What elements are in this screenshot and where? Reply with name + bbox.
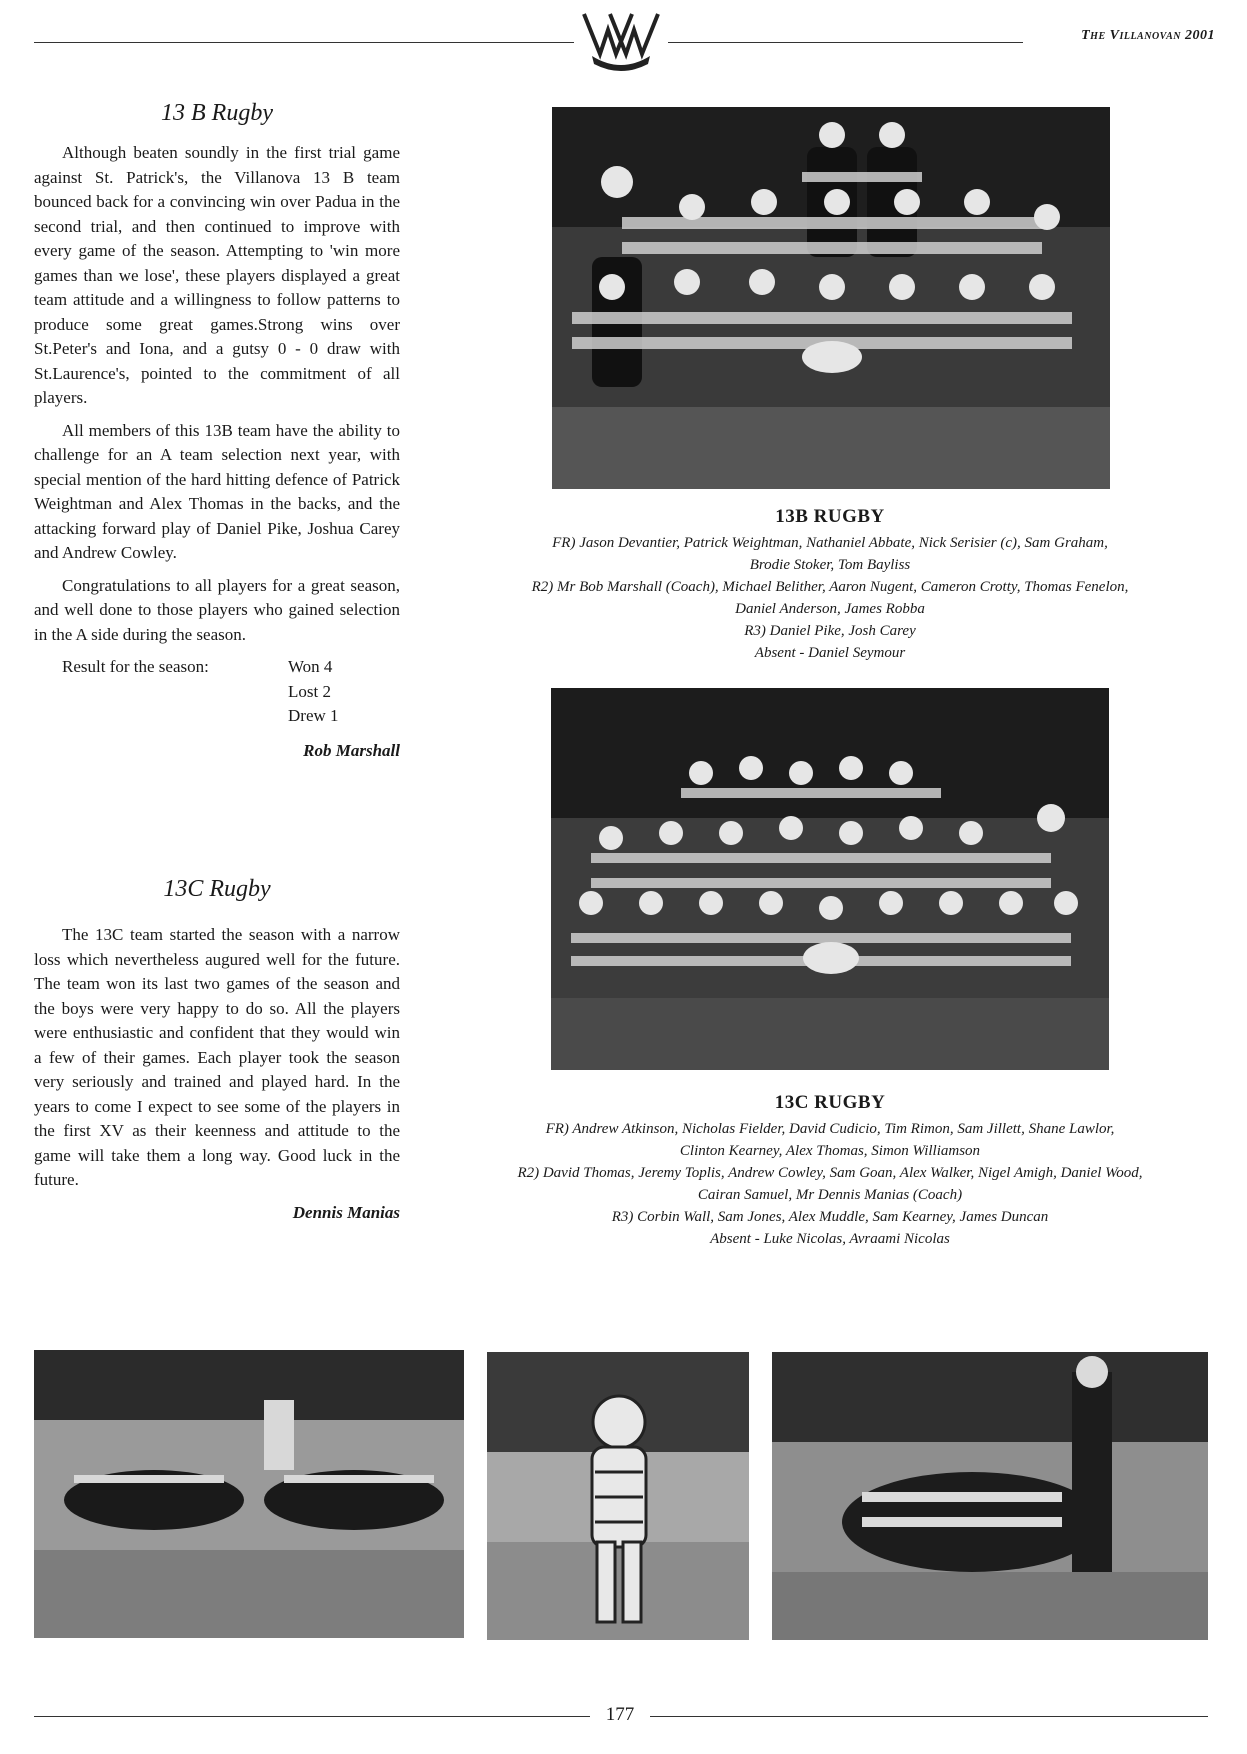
result-lost: Lost 2 [288, 681, 331, 701]
scrum-photo-left [34, 1350, 464, 1638]
caption-13b-line: R3) Daniel Pike, Josh Carey [744, 623, 916, 639]
mascot-photo [487, 1352, 749, 1640]
para-13c-1: The 13C team started the season with a narrow loss which nevertheless augured well for the future. The team won its last two games of the season and the boys were very happy to do so. All the players were enthusiastic and confident that they would win a few of their games. Each player took the season very seriously and trained and played hard. In the years to come I expect to see some of the players in the first XV as their keenness and attitude to the game will take them a long way. Good luck in the future. [34, 925, 400, 1189]
result-won: Won 4 [288, 657, 333, 676]
team-photo-13b [552, 107, 1110, 489]
article-13c [34, 876, 400, 1223]
article-13b [34, 100, 400, 761]
result-values [288, 655, 339, 729]
caption-13b-line: Absent - Daniel Seymour [754, 645, 906, 661]
caption-13c-title: 13C RUGBY [774, 1092, 886, 1113]
caption-13c-line: R2) David Thomas, Jeremy Toplis, Andrew Cowley, Sam Goan, Alex Walker, Nigel Amigh, Daniel Wood, [517, 1165, 1143, 1181]
heading-13c: 13C Rugby [163, 876, 271, 902]
caption-13c-line: Clinton Kearney, Alex Thomas, Simon Williamson [679, 1143, 981, 1159]
caption-13b [440, 506, 1220, 664]
caption-13b-line: R2) Mr Bob Marshall (Coach), Michael Belither, Aaron Nugent, Cameron Crotty, Thomas Fenelon, [531, 579, 1129, 595]
caption-13b-title: 13B RUGBY [775, 506, 885, 527]
caption-13c-line: FR) Andrew Atkinson, Nicholas Fielder, David Cudicio, Tim Rimon, Sam Jillett, Shane Lawlor, [545, 1121, 1115, 1137]
ruck-photo-right [772, 1352, 1208, 1640]
signature-13b: Rob Marshall [303, 740, 400, 760]
para-13b-2: All members of this 13B team have the ability to challenge for an A team selection next year, with special mention of the hard hitting defence of Patrick Weightman and Alex Thomas in the backs, and the attacking forward play of Daniel Pike, Joshua Carey and Andrew Cowley. [34, 420, 400, 562]
header-rule-left [34, 42, 574, 43]
season-results [34, 655, 400, 729]
header-rule-right [668, 42, 1023, 43]
result-label: Result for the season: [62, 657, 209, 676]
result-drew: Drew 1 [288, 706, 339, 725]
caption-13c-line: R3) Corbin Wall, Sam Jones, Alex Muddle, Sam Kearney, James Duncan [611, 1209, 1049, 1225]
caption-13b-line: FR) Jason Devantier, Patrick Weightman, Nathaniel Abbate, Nick Serisier (c), Sam Graham, [552, 535, 1108, 551]
caption-13b-line: Daniel Anderson, James Robba [735, 601, 925, 617]
caption-13c [440, 1092, 1220, 1250]
para-13b-3: Congratulations to all players for a great season, and well done to those players who gained selection in the A side during the season. [34, 575, 400, 644]
caption-13b-line: Brodie Stoker, Tom Bayliss [749, 557, 911, 573]
caption-13c-line: Cairan Samuel, Mr Dennis Manias (Coach) [697, 1187, 963, 1203]
signature-13c: Dennis Manias [292, 1202, 400, 1222]
publication-title: The Villanovan 2001 [1081, 28, 1215, 43]
page-number: 177 [590, 1704, 650, 1726]
team-photo-13c [551, 688, 1109, 1070]
heading-13b: 13 B Rugby [161, 100, 273, 126]
caption-13c-line: Absent - Luke Nicolas, Avraami Nicolas [710, 1231, 950, 1247]
para-13b-1: Although beaten soundly in the first trial game against St. Patrick's, the Villanova 13 B team bounced back for a convincing win over Padua in the second trial, and then continued to improve with every game of the season. Attempting to 'win more games than we lose', these players displayed a great team attitude and a willingness to follow patterns to produce some great games.Strong wins over St.Peter's and Iona, and a gutsy 0 - 0 draw with St.Laurence's, pointed to the commitment of all players. [34, 143, 400, 407]
school-crest-logo [578, 8, 664, 74]
